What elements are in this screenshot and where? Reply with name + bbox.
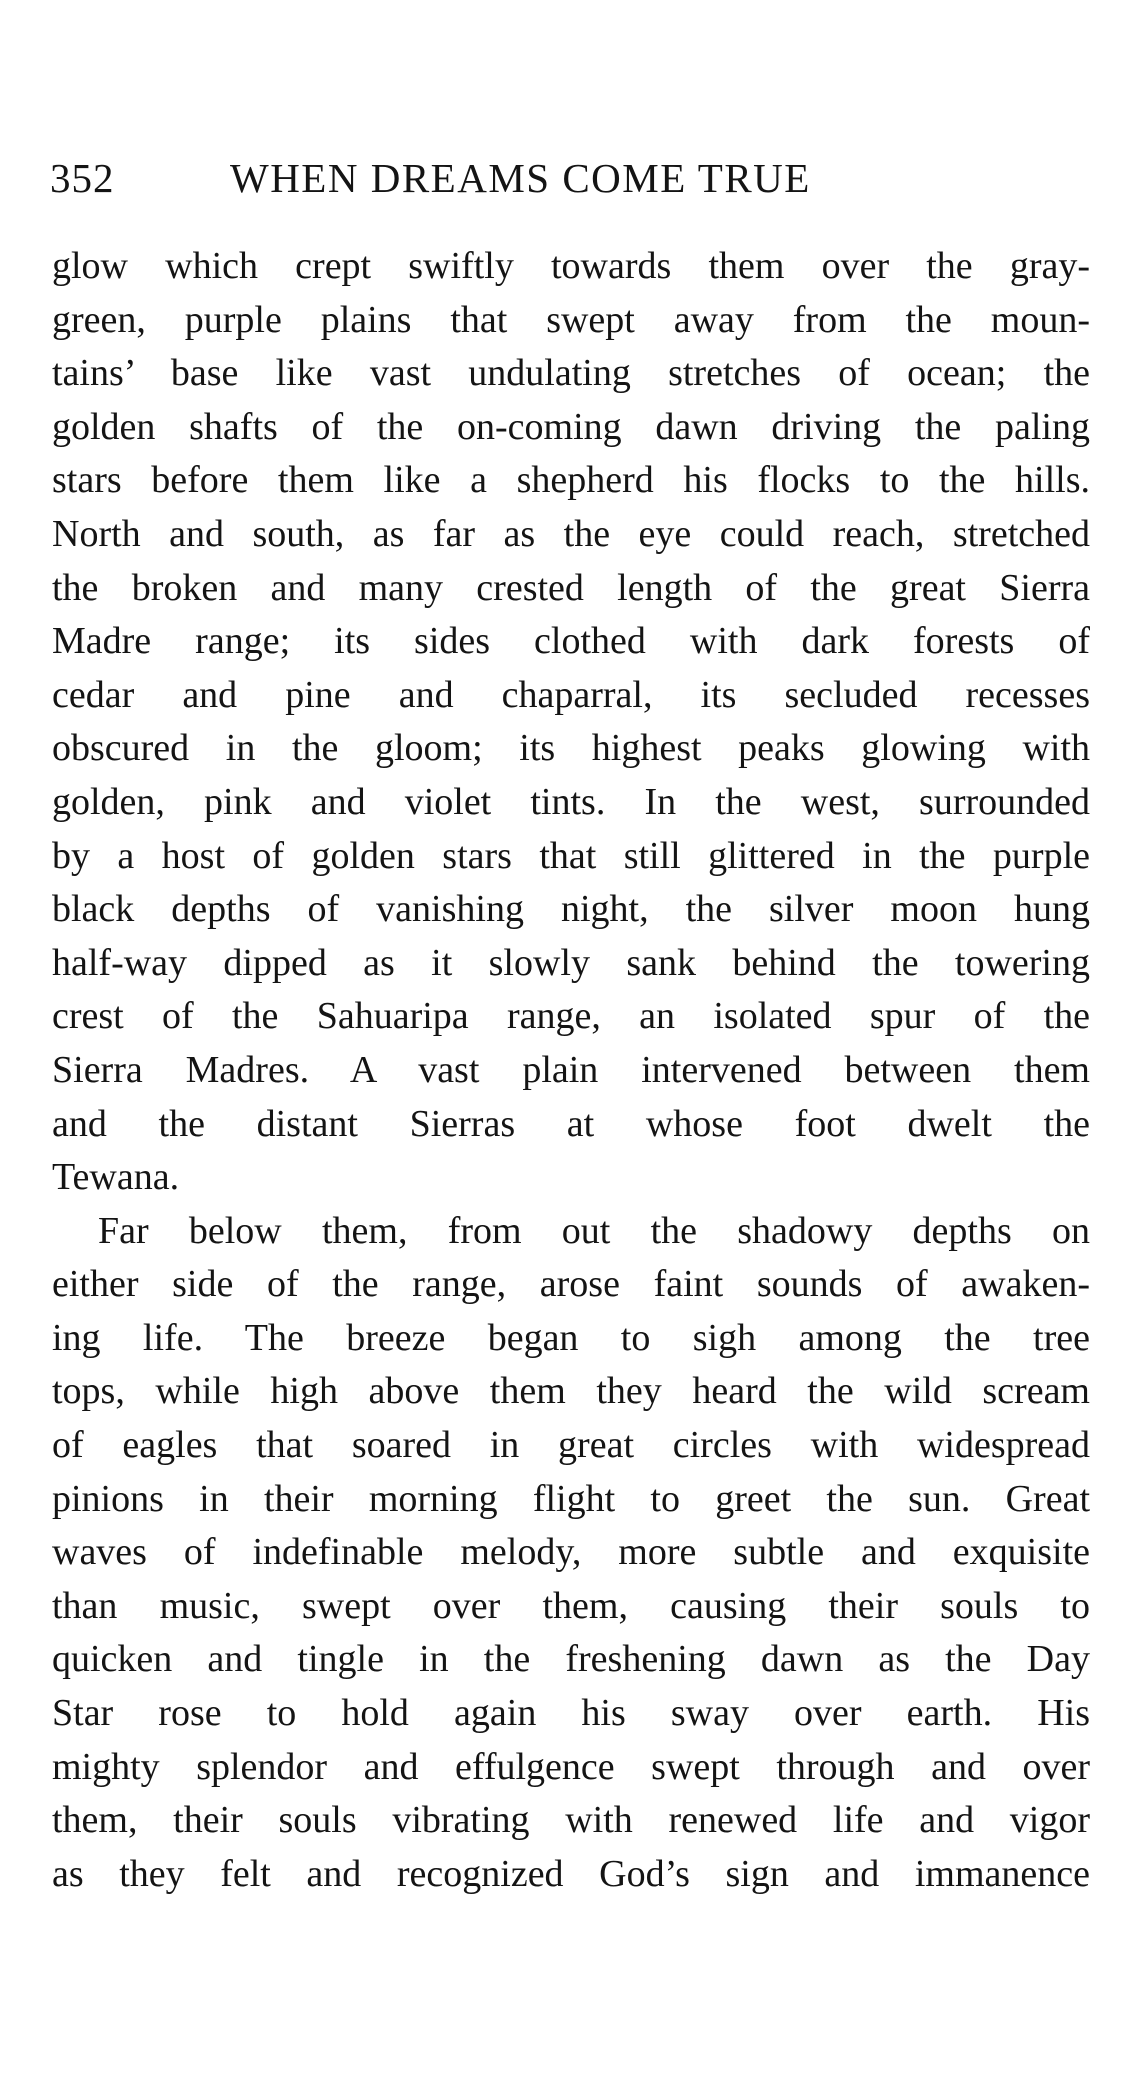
text-line: golden, pink and violet tints. In the west, surrounded bbox=[52, 780, 1090, 823]
text-line: glow which crept swiftly towards them over the gray- bbox=[52, 245, 1090, 287]
paragraph bbox=[52, 1205, 1090, 1902]
paragraph bbox=[52, 240, 1090, 1205]
text-line: green, purple plains that swept away from the moun- bbox=[52, 298, 1090, 341]
text-line: half-way dipped as it slowly sank behind the towering bbox=[52, 941, 1090, 984]
text-line: Tewana. bbox=[52, 1156, 180, 1199]
text-line: Far below them, from out the shadowy depths on bbox=[98, 1209, 1090, 1252]
running-title: WHEN DREAMS COME TRUE bbox=[230, 155, 811, 201]
text-line: and the distant Sierras at whose foot dwelt the bbox=[52, 1102, 1090, 1145]
text-line: Star rose to hold again his sway over earth. His bbox=[52, 1692, 1090, 1735]
text-line: as they felt and recognized God’s sign and immanence bbox=[52, 1852, 1090, 1895]
text-line: Madre range; its sides clothed with dark forests of bbox=[52, 620, 1090, 663]
text-line: the broken and many crested length of the great Sierra bbox=[52, 566, 1090, 609]
text-line: of eagles that soared in great circles with widespread bbox=[52, 1424, 1090, 1467]
page-number: 352 bbox=[50, 155, 115, 201]
running-head bbox=[50, 148, 1090, 208]
text-line: waves of indefinable melody, more subtle and exquisite bbox=[52, 1531, 1090, 1574]
text-line: North and south, as far as the eye could reach, stretched bbox=[52, 512, 1090, 555]
body-text bbox=[52, 240, 1090, 1901]
text-line: tains’ base like vast undulating stretches of ocean; the bbox=[52, 352, 1090, 395]
text-line: obscured in the gloom; its highest peaks glowing with bbox=[52, 727, 1090, 770]
text-line: Sierra Madres. A vast plain intervened between them bbox=[52, 1048, 1090, 1091]
text-line: black depths of vanishing night, the silver moon hung bbox=[52, 888, 1090, 931]
text-line: quicken and tingle in the freshening dawn as the Day bbox=[52, 1638, 1090, 1681]
text-line: by a host of golden stars that still glittered in the purple bbox=[52, 834, 1090, 877]
text-line: pinions in their morning flight to greet the sun. Great bbox=[52, 1477, 1090, 1520]
text-line: them, their souls vibrating with renewed life and vigor bbox=[52, 1799, 1090, 1842]
text-line: ing life. The breeze began to sigh among the tree bbox=[52, 1316, 1090, 1359]
text-line: tops, while high above them they heard the wild scream bbox=[52, 1370, 1090, 1413]
text-line: mighty splendor and effulgence swept through and over bbox=[52, 1745, 1090, 1788]
text-line: stars before them like a shepherd his flocks to the hills. bbox=[52, 459, 1090, 502]
text-line: cedar and pine and chaparral, its secluded recesses bbox=[52, 673, 1090, 716]
text-line: either side of the range, arose faint sounds of awaken- bbox=[52, 1263, 1090, 1306]
text-line: crest of the Sahuaripa range, an isolated spur of the bbox=[52, 995, 1090, 1038]
text-line: than music, swept over them, causing their souls to bbox=[52, 1584, 1090, 1627]
text-line: golden shafts of the on-coming dawn driving the paling bbox=[52, 405, 1090, 448]
